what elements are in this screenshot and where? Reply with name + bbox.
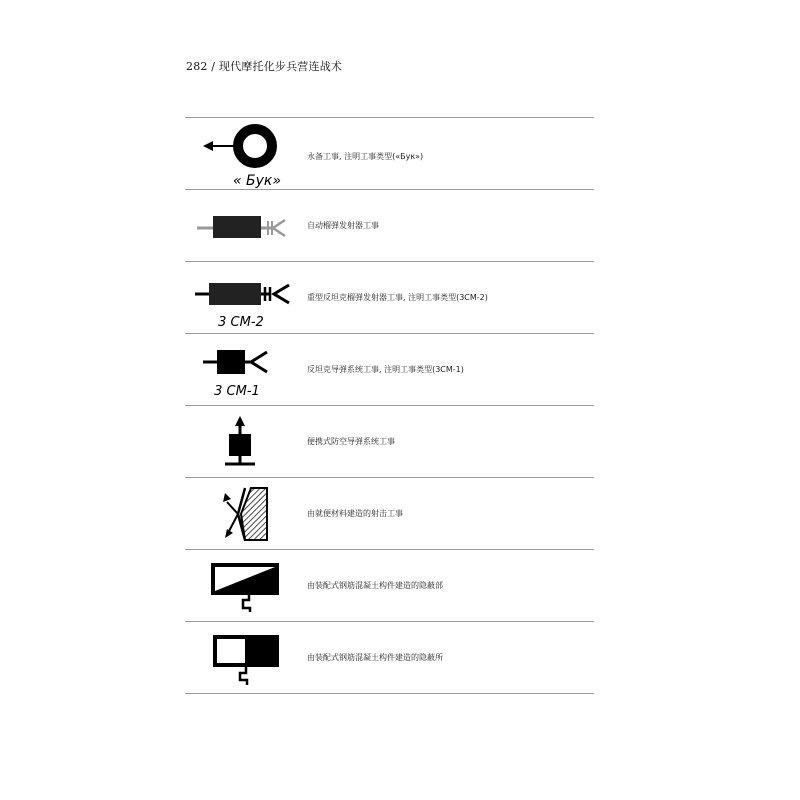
prefab-concrete-shelter-section-icon [185,550,305,622]
row-description: 由装配式钢筋混凝土构件建造的隐蔽部 [307,581,443,590]
row-description: 反坦克导弹系统工事, 注明工事类型(3СМ-1) [307,365,464,374]
table-row [185,549,594,621]
portable-air-defense-missile-icon [185,406,305,478]
row-description: 由就便材料建造的射击工事 [307,509,403,518]
table-row [185,405,594,477]
row-description: 重型反坦克榴弹发射器工事, 注明工事类型(3СМ-2) [307,293,488,302]
row-description: 自动榴弹发射器工事 [307,221,379,230]
symbol-label: 3 СМ-1 [214,384,260,399]
table-row [185,621,594,694]
row-description: 永备工事, 注明工事类型(«Бук») [307,152,424,161]
light-material-firing-position-icon [185,478,305,550]
table-row [185,261,594,333]
symbol-table [185,117,594,694]
antitank-missile-system-icon [185,334,305,406]
automatic-grenade-launcher-icon [185,190,305,262]
table-row [185,333,594,405]
row-description: 由装配式钢筋混凝土构件建造的隐蔽所 [307,653,443,662]
heavy-antitank-grenade-launcher-icon [185,262,305,334]
page-header: 282 / 现代摩托化步兵营连战术 [186,60,343,73]
ring-with-arrow-icon [185,118,305,190]
symbol-label: 3 СМ-2 [218,315,264,330]
prefab-concrete-shelter-icon [185,622,305,694]
table-row [185,189,594,261]
table-row [185,477,594,549]
row-description: 便携式防空导弹系统工事 [307,437,395,446]
table-row [185,117,594,189]
symbol-label: « Бук» [232,173,282,189]
